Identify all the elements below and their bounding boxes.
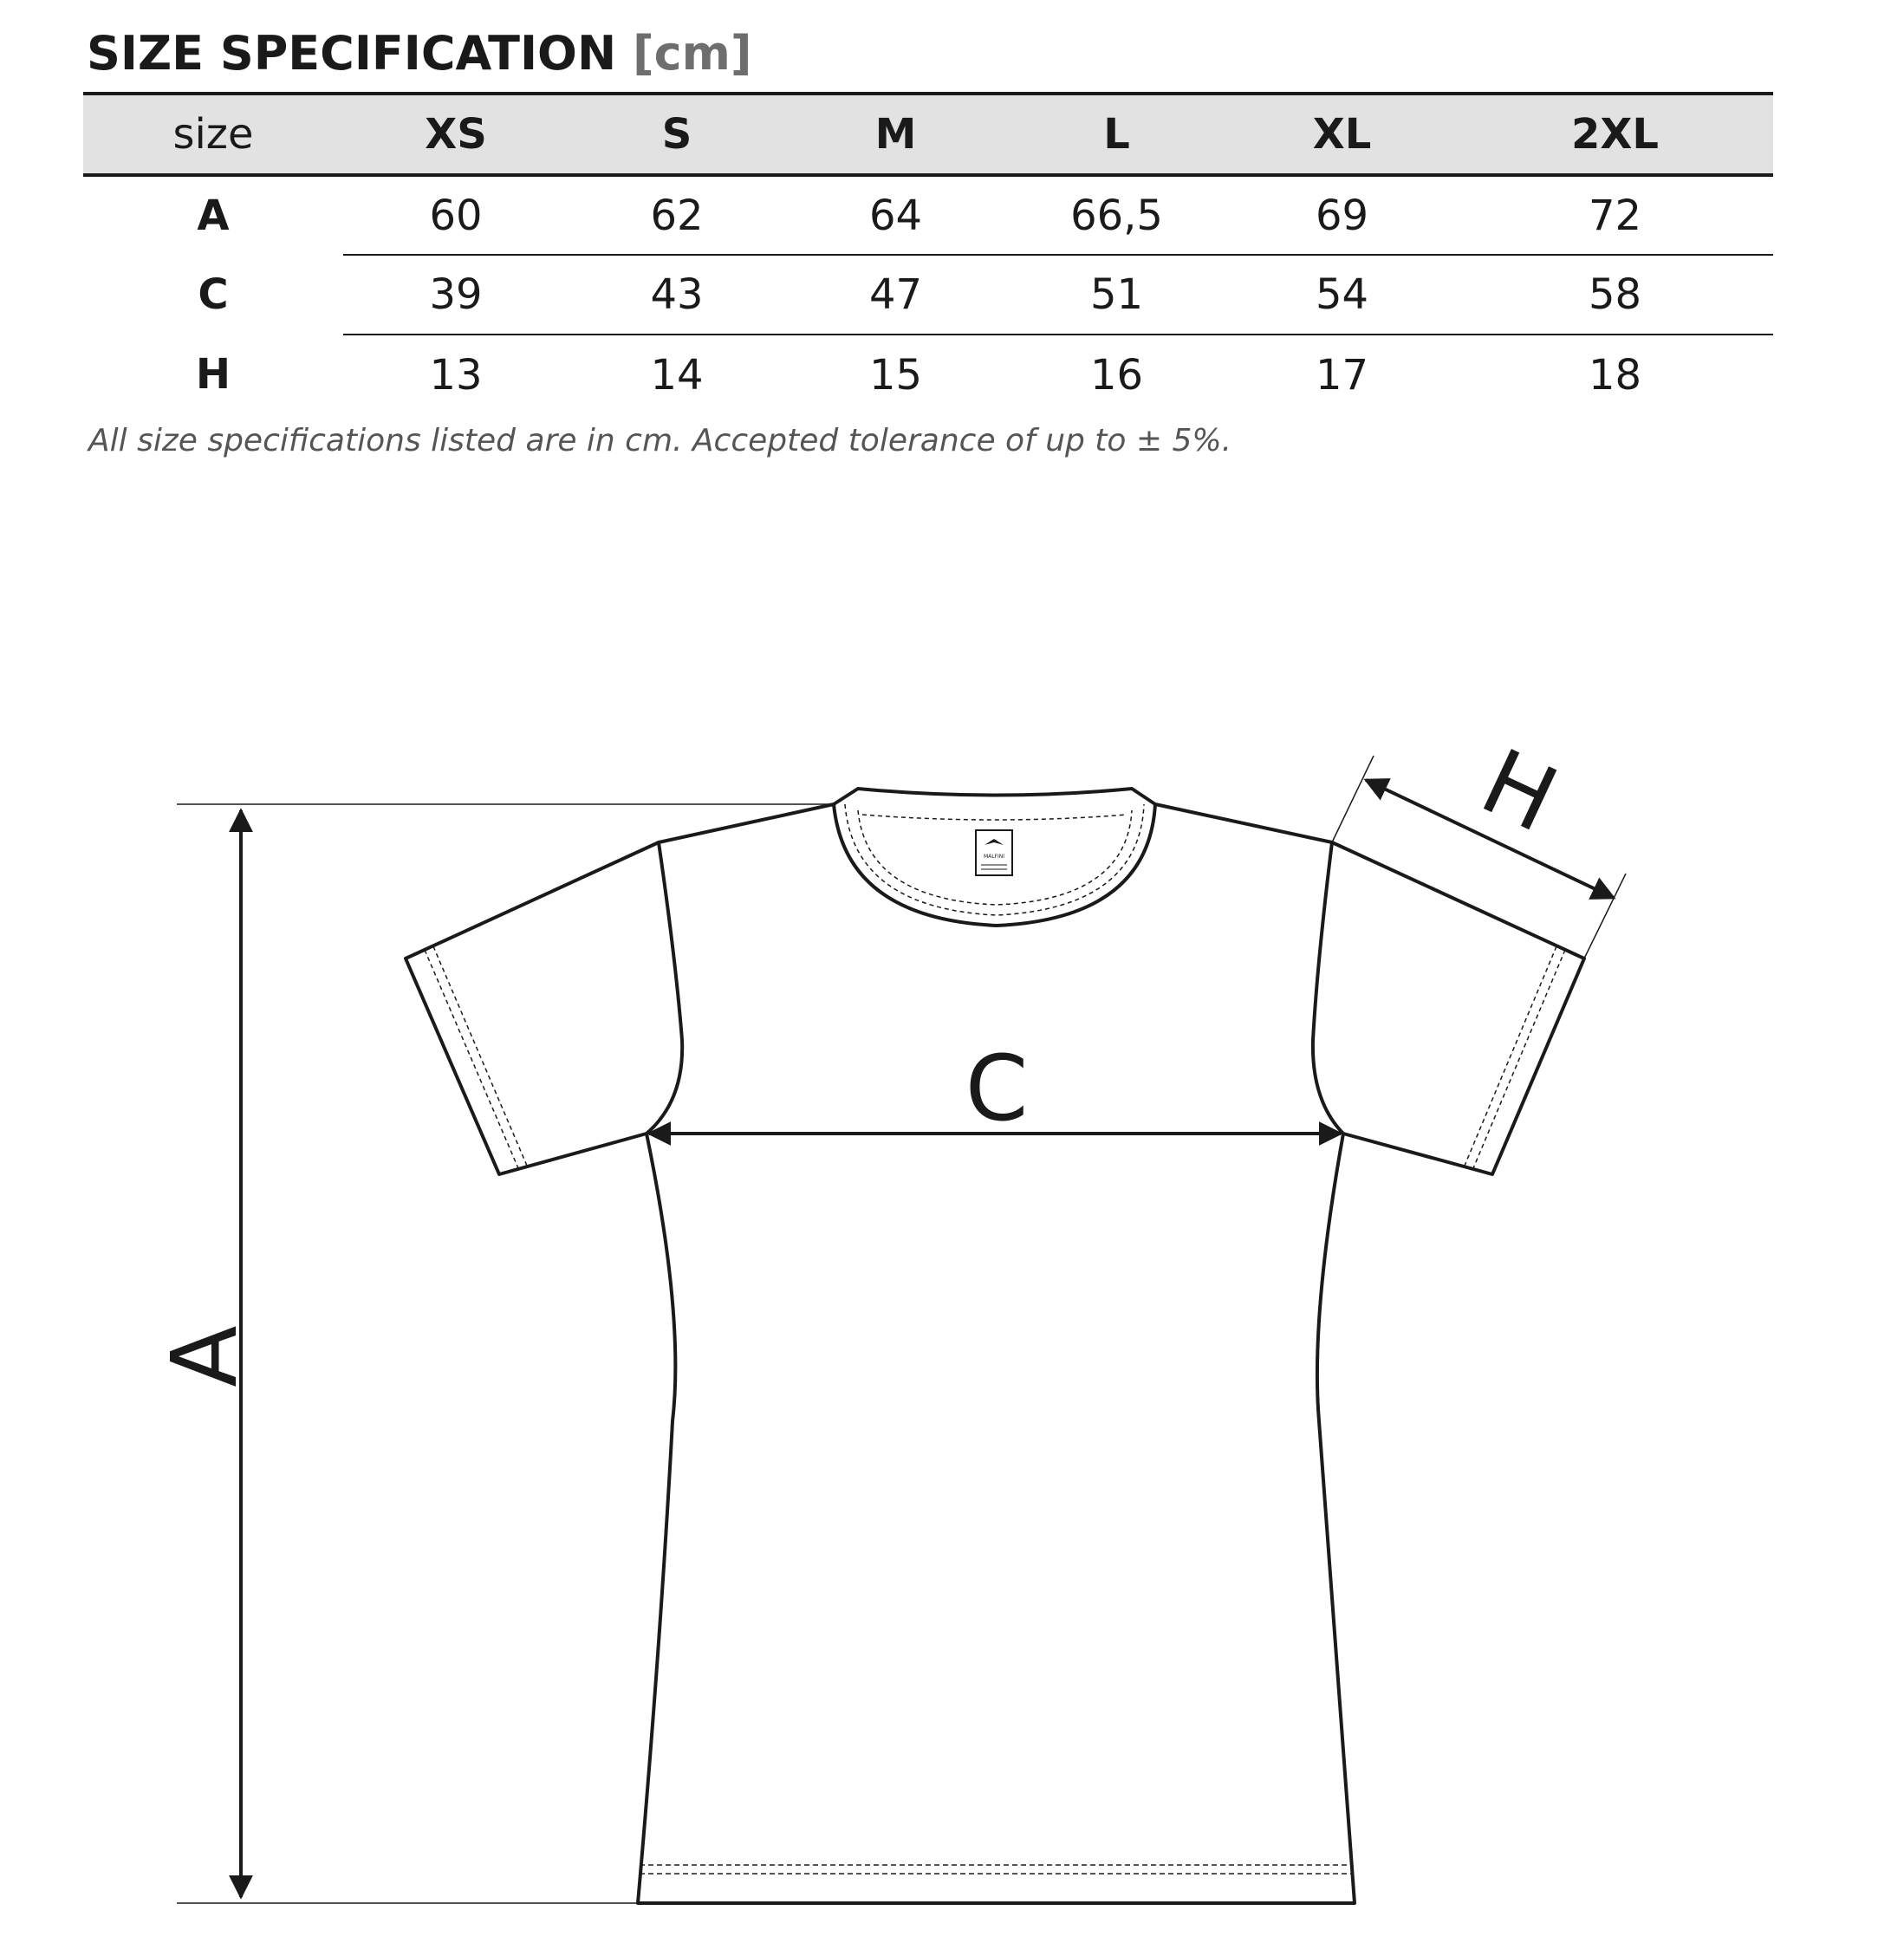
table-cell: 54: [1227, 255, 1457, 335]
table-cell: 62: [650, 191, 704, 240]
tolerance-note: All size specifications listed are in cm. Accepted tolerance of up to ± 5%.: [88, 423, 1232, 458]
table-cell: 18: [1457, 335, 1773, 414]
tshirt-outline: [406, 789, 1584, 1903]
table-cell: 66,5: [1070, 191, 1163, 240]
table-cell: 51: [1006, 255, 1227, 335]
table-cell: 47: [785, 255, 1006, 335]
table-cell: 72: [1588, 191, 1642, 240]
size-header-xl: XL: [1227, 94, 1457, 175]
row-label: A: [197, 192, 230, 240]
title-unit: [cm]: [632, 26, 752, 81]
table-cell: 58: [1457, 255, 1773, 335]
table-cell: 60: [429, 191, 483, 240]
dimension-h: [1332, 729, 1626, 959]
size-header-m: M: [785, 94, 1006, 175]
table-cell: 16: [1006, 335, 1227, 414]
dimension-label-a: A: [152, 1325, 257, 1387]
size-header-l: L: [1006, 94, 1227, 175]
size-header-s: S: [569, 94, 785, 175]
row-label: H: [195, 350, 231, 399]
table-cell: 43: [569, 255, 785, 335]
neck-label-tag: [976, 830, 1012, 875]
table-cell: 17: [1227, 335, 1457, 414]
row-label: C: [198, 270, 229, 319]
dimension-a: [152, 804, 834, 1903]
dimension-label-h: H: [1465, 728, 1573, 854]
size-header-xs: XS: [343, 94, 569, 175]
size-header-2xl: 2XL: [1457, 94, 1773, 175]
table-cell: 13: [343, 335, 569, 414]
table-cell: 14: [569, 335, 785, 414]
table-cell: 39: [343, 255, 569, 335]
tag-brand-text: MALFINI: [983, 854, 1005, 860]
table-cell: 64: [868, 191, 923, 240]
size-column-header: size: [83, 94, 343, 175]
title-text: SIZE SPECIFICATION: [87, 26, 617, 81]
bottom-hem-stitching: [640, 1865, 1352, 1874]
dimension-label-c: C: [965, 1036, 1029, 1141]
table-cell: 15: [785, 335, 1006, 414]
dimension-c: [649, 1036, 1341, 1141]
table-cell: 69: [1315, 191, 1369, 240]
